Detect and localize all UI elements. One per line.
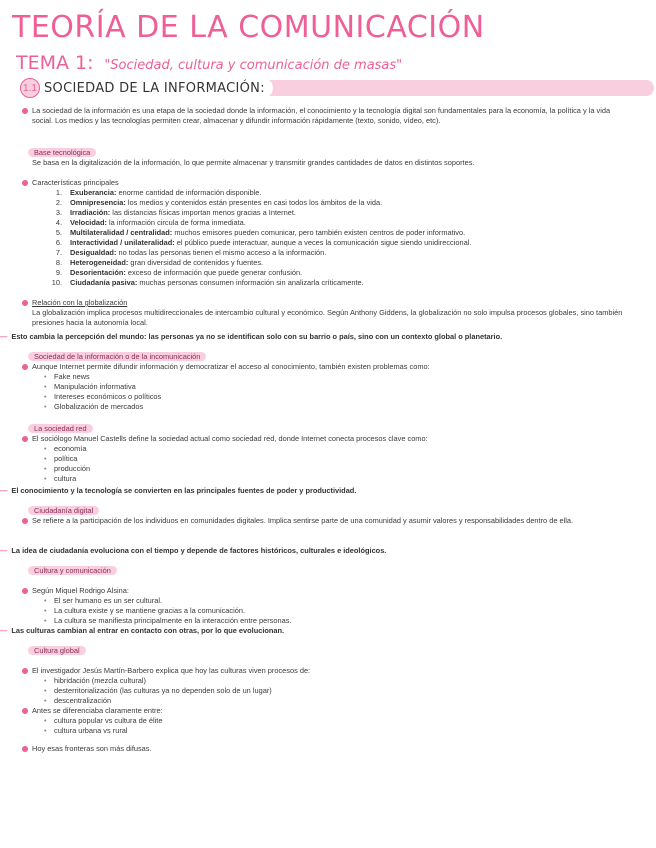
caracteristica-item: 7. Desigualdad: no todas las personas tienen el mismo acceso a la información. [55,248,327,257]
label-sociedad-red: La sociedad red [28,424,93,433]
bullet-dot-icon [22,746,28,752]
label-cultura: Cultura y comunicación [28,566,117,575]
caracteristica-item: 2. Omnipresencia: los medios y contenidos están presentes en casi todos los ámbitos de la vida. [55,198,383,207]
cultura-global-block: Cultura global El investigador Jesús Martín-Barbero explica que hoy las culturas viven procesos de: • hibridación (mezcla cultural) • desterritorialización (las culturas ya no dependen solo de un lugar) • descentralización [22,646,632,706]
section-number-badge: 1.1 [20,78,40,98]
list-item: • Globalización de mercados [22,402,632,412]
list-item: • cultura [22,474,632,484]
list-item: • cultura popular vs cultura de élite [22,716,632,726]
fronteras-block: Hoy esas fronteras son más difusas. [22,744,632,758]
label-base-tecnologica: Base tecnológica [28,148,96,157]
incomunicacion-list [22,372,632,412]
label-cultura-global: Cultura global [28,646,86,655]
base-tecnologica-block: Base tecnológica Se basa en la digitalización de la información, lo que permite almacenar y transmitir grandes cantidades de datos en distintos soportes. [22,148,632,178]
cultura-dash-note: — Las culturas cambian al entrar en contacto con otras, por lo que evolucionan. [0,626,285,635]
intro-paragraph: La sociedad de la información es una etapa de la sociedad donde la información, el conocimiento y la tecnología digital son fundamentales para la economía, la política y la vida social. Los medios y las tecnologías permiten crear, almacenar y difundir información rápidamente (texto, sonido, vídeo, etc). [22,106,632,138]
topic-subtitle [16,52,402,74]
antes-block: Antes se diferenciaba claramente entre: • cultura popular vs cultura de élite • cultura urbana vs rural [22,706,632,744]
cultura-list [22,596,632,626]
list-item: • cultura urbana vs rural [22,726,632,736]
section-header [20,78,273,98]
caracteristicas-block: Características principales 1. Exuberancia: enorme cantidad de información disponible. 2. Omnipresencia: los medios y contenidos están presentes en casi todos los ámbitos de la vida. 3. Irradiación: las distancias físicas importan menos gracias a Internet. 4. Velocidad: la información circula de forma inmediata. 5. Multilateralidad / centralidad: muchos emisores pueden comunicar, pero también existen centros de poder informativo. 6. Interactividad / unilateralidad: el público puede interactuar, aunque a veces la comunicación sigue siendo unidireccional. 7. Desigualdad: no todas las personas tienen el mismo acceso a la información. 8. Heterogeneidad: gran diversidad de contenidos y fuentes. 9. Desorientación: exceso de información que puede generar confusión. 10. Ciudadanía pasiva: muchas personas consumen información sin analizarla críticamente. [22,178,632,298]
list-item: • Intereses económicos o políticos [22,392,632,402]
label-incomunicacion: Sociedad de la información o de la incomunicación [28,352,206,361]
bullet-dot-icon [22,300,28,306]
list-item: • política [22,454,632,464]
caracteristica-item: 10. Ciudadanía pasiva: muchas personas consumen información sin analizarla críticamente. [51,278,364,287]
caracteristica-item: 3. Irradiación: las distancias físicas importan menos gracias a Internet. [55,208,296,217]
caracteristica-item: 5. Multilateralidad / centralidad: muchos emisores pueden comunicar, pero también existen centros de poder informativo. [55,228,466,237]
sociedad-red-list [22,444,632,484]
caracteristica-item: 4. Velocidad: la información circula de forma inmediata. [55,218,246,227]
bullet-dot-icon [22,588,28,594]
bullet-dot-icon [22,436,28,442]
list-item: • producción [22,464,632,474]
bullet-dot-icon [22,668,28,674]
bullet-dot-icon [22,108,28,114]
globalizacion-dash-note: — Esto cambia la percepción del mundo: las personas ya no se identifican solo con su barrio o país, sino con un contexto global o planetario. [0,332,503,341]
document-body [0,106,632,758]
sociedad-red-block: La sociedad red El sociólogo Manuel Castells define la sociedad actual como sociedad red, donde Internet conecta procesos clave como: • economía • política • producción • cultura [22,424,632,486]
sociedad-red-dash-note: — El conocimiento y la tecnología se convierten en las principales fuentes de poder y productividad. [0,486,357,495]
tema-label: TEMA 1: [16,52,94,74]
section-title: SOCIEDAD DE LA INFORMACIÓN: [44,80,265,96]
bullet-dot-icon [22,180,28,186]
list-item: • economía [22,444,632,454]
caracteristica-item: 8. Heterogeneidad: gran diversidad de contenidos y fuentes. [55,258,264,267]
list-item: • descentralización [22,696,632,706]
ciudadania-dash-note: — La idea de ciudadanía evoluciona con el tiempo y depende de factores históricos, culturales e ideológicos. [0,546,387,555]
cultura-global-list [22,676,632,706]
list-item: • El ser humano es un ser cultural. [22,596,632,606]
list-item: • Manipulación informativa [22,382,632,392]
incomunicacion-block: Sociedad de la información o de la incomunicación Aunque Internet permite difundir información y democratizar el acceso al conocimiento, también existen problemas como: • Fake news • Manipulación informativa • Intereses económicos o políticos • Globalización de mercados [22,352,632,424]
caracteristica-item: 9. Desorientación: exceso de información que puede generar confusión. [55,268,303,277]
bullet-dot-icon [22,518,28,524]
label-ciudadania: Ciudadanía digital [28,506,99,515]
list-item: • desterritorialización (las culturas ya no dependen solo de un lugar) [22,686,632,696]
bullet-dot-icon [22,364,28,370]
bullet-dot-icon [22,708,28,714]
cultura-block: Cultura y comunicación Según Miquel Rodrigo Alsina: • El ser humano es un ser cultural. • La cultura existe y se mantiene gracias a la comunicación. • La cultura se manifiesta principalmente en la interacción entre personas. [22,566,632,626]
caracteristica-item: 6. Interactividad / unilateralidad: el público puede interactuar, aunque a veces la comunicación sigue siendo unidireccional. [55,238,472,247]
antes-list [22,716,632,736]
list-item: • Fake news [22,372,632,382]
caracteristicas-list [22,188,632,288]
ciudadania-block: Ciudadanía digital Se refiere a la participación de los individuos en comunidades digitales. Implica sentirse parte de una comunidad y asumir valores y responsabilidades dentro de ella. [22,506,632,546]
caracteristica-item: 1. Exuberancia: enorme cantidad de información disponible. [55,188,262,197]
list-item: • hibridación (mezcla cultural) [22,676,632,686]
page-title: TEORÍA DE LA COMUNICACIÓN [12,10,485,45]
tema-subtitle: "Sociedad, cultura y comunicación de masas" [104,58,403,73]
list-item: • La cultura existe y se mantiene gracias a la comunicación. [22,606,632,616]
globalizacion-block: Relación con la globalización La globalización implica procesos multidireccionales de intercambio cultural y económico. Según Anthony Giddens, la globalización no solo impulsa procesos globales, sino también presiones hacia la autonomía local. [22,298,632,332]
list-item: • La cultura se manifiesta principalmente en la interacción entre personas. [22,616,632,626]
